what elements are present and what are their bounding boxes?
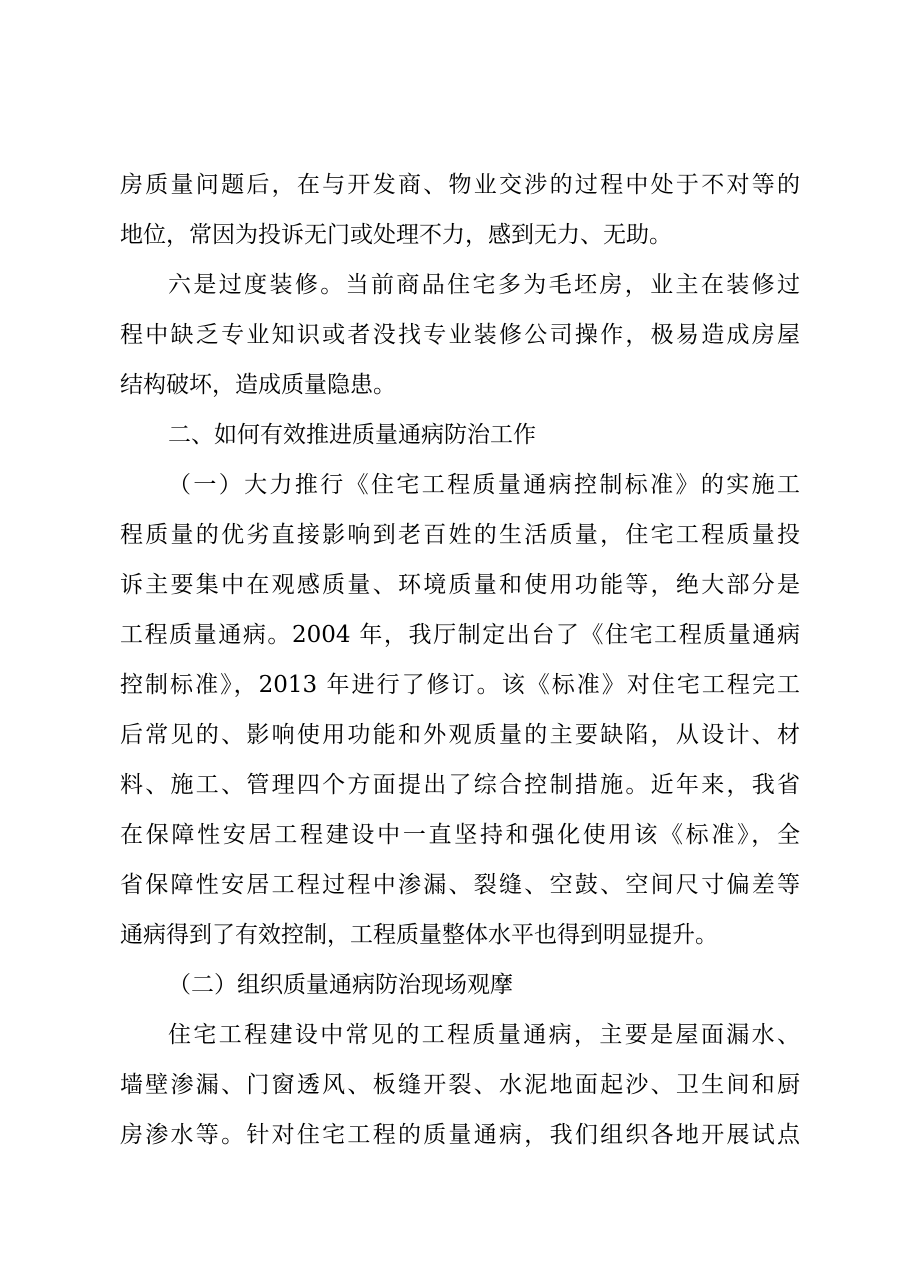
text-line: （一）大力推行《住宅工程质量通病控制标准》的实施工: [168, 472, 800, 498]
text-line: 房质量问题后，在与开发商、物业交涉的过程中处于不对等的: [120, 172, 800, 198]
text-line: 料、施工、管理四个方面提出了综合控制措施。近年来，我省: [120, 772, 800, 798]
text-line: 房渗水等。针对住宅工程的质量通病，我们组织各地开展试点: [120, 1122, 800, 1148]
text-line: 二、如何有效推进质量通病防治工作: [168, 422, 536, 448]
text-line: 通病得到了有效控制，工程质量整体水平也得到明显提升。: [120, 922, 718, 948]
text-line: 工程质量通病。2004 年，我厅制定出台了《住宅工程质量通病: [120, 622, 800, 648]
text-line: 结构破坏，造成质量隐患。: [120, 372, 396, 398]
text-line: 地位，常因为投诉无门或处理不力，感到无力、无助。: [120, 222, 672, 248]
text-line: 住宅工程建设中常见的工程质量通病，主要是屋面漏水、: [168, 1022, 800, 1048]
text-line: 在保障性安居工程建设中一直坚持和强化使用该《标准》，全: [120, 822, 800, 848]
text-line: 控制标准》，2013 年进行了修订。该《标准》对住宅工程完工: [120, 672, 800, 698]
text-line: 后常见的、影响使用功能和外观质量的主要缺陷，从设计、材: [120, 722, 800, 748]
text-line: 墙壁渗漏、门窗透风、板缝开裂、水泥地面起沙、卫生间和厨: [120, 1072, 800, 1098]
text-line: 省保障性安居工程过程中渗漏、裂缝、空鼓、空间尺寸偏差等: [120, 872, 800, 898]
text-line: 诉主要集中在观感质量、环境质量和使用功能等，绝大部分是: [120, 572, 800, 598]
text-line: 六是过度装修。当前商品住宅多为毛坯房，业主在装修过: [168, 272, 800, 298]
body-text: [120, 160, 800, 1160]
text-line: 程中缺乏专业知识或者没找专业装修公司操作，极易造成房屋: [120, 322, 800, 348]
text-line: 程质量的优劣直接影响到老百姓的生活质量，住宅工程质量投: [120, 522, 800, 548]
text-line: （二）组织质量通病防治现场观摩: [168, 972, 513, 998]
